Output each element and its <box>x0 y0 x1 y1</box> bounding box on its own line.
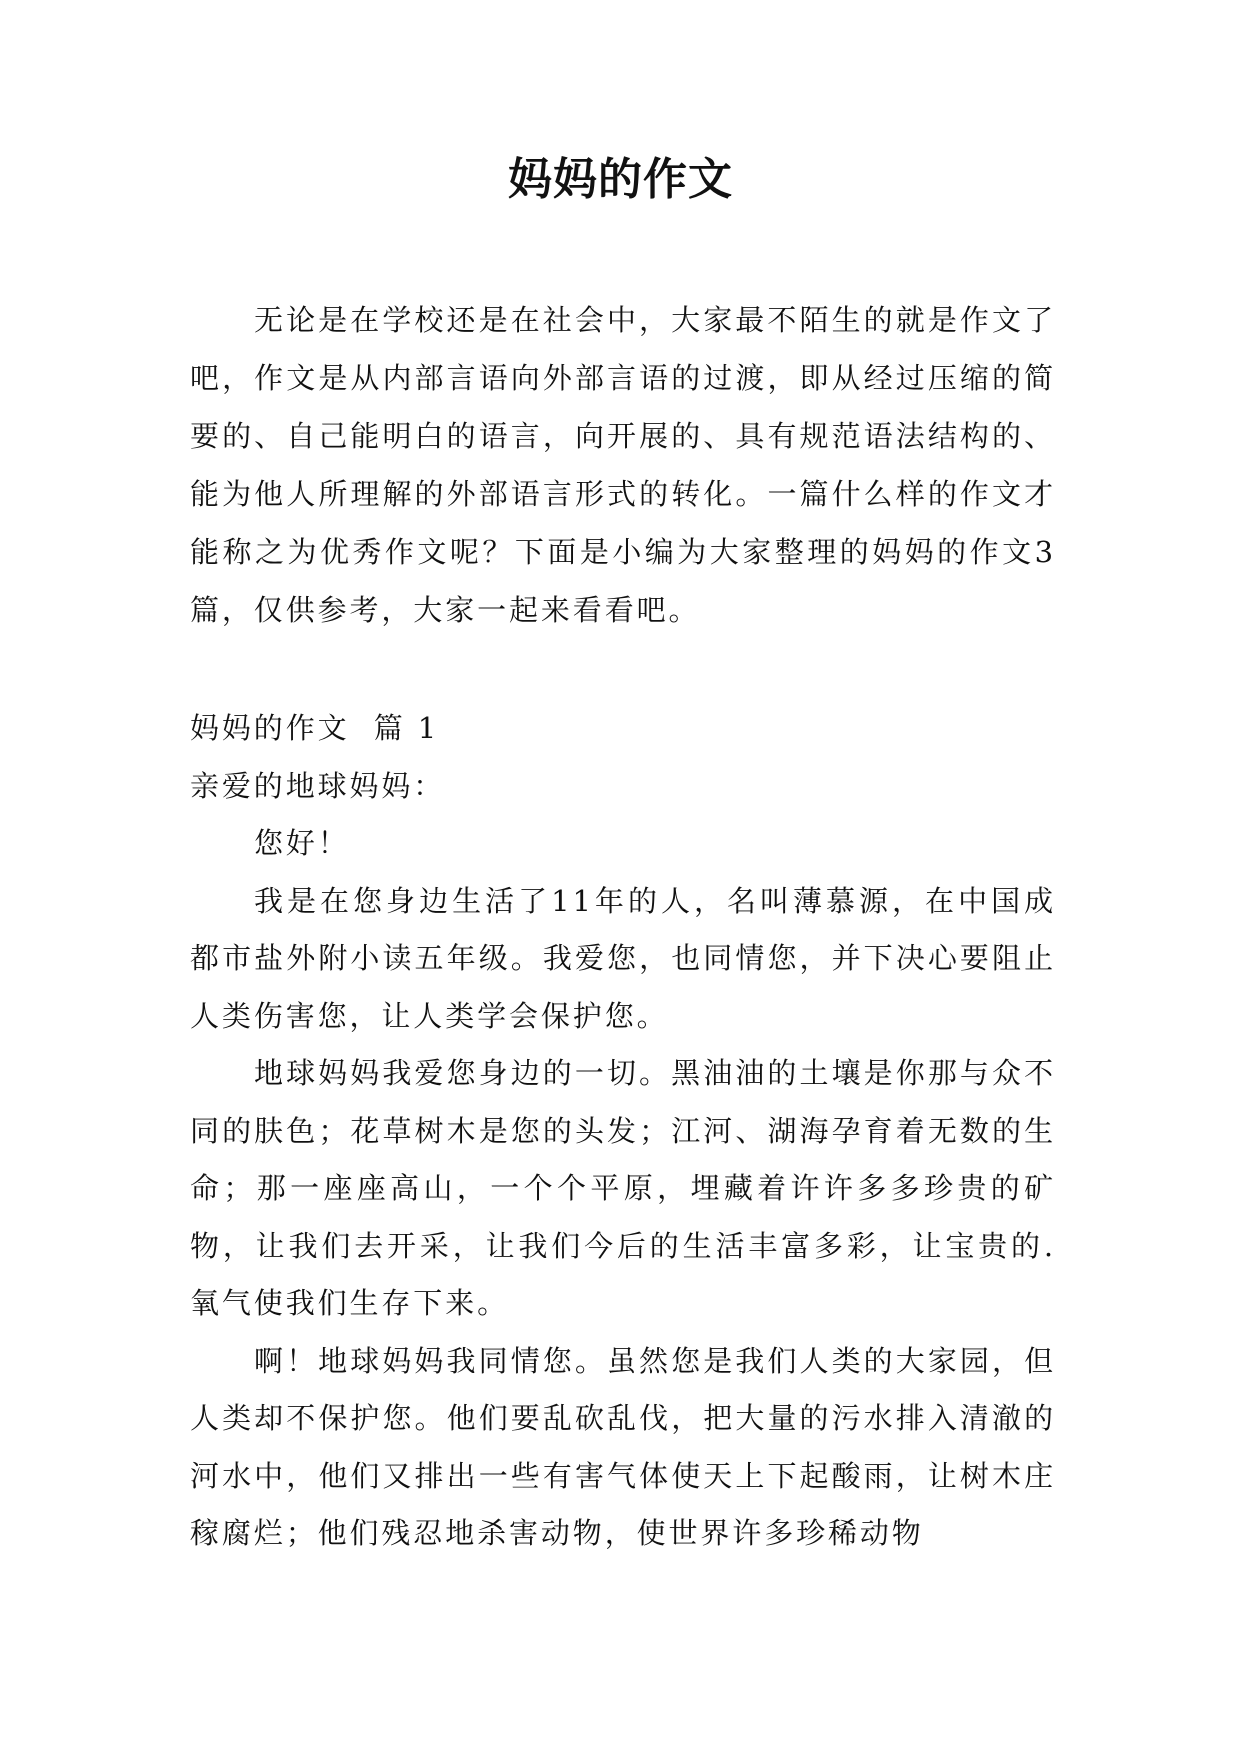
body-paragraph: 地球妈妈我爱您身边的一切。黑油油的土壤是你那与众不同的肤色；花草树木是您的头发；江河、湖海孕育着无数的生命；那一座座高山，一个个平原，埋藏着许许多多珍贵的矿物，让我们去开采，让我们今后的生活丰富多彩，让宝贵的.氧气使我们生存下来。 <box>190 1056 1056 1320</box>
greeting: 您好！ <box>254 826 350 860</box>
salutation: 亲爱的地球妈妈： <box>190 768 446 803</box>
intro-paragraph <box>190 291 1056 639</box>
article-body <box>190 700 1056 1563</box>
document-title: 妈妈的作文 <box>508 154 733 205</box>
body-paragraph: 啊！地球妈妈我同情您。虽然您是我们人类的大家园，但人类却不保护您。他们要乱砍乱伐，把大量的污水排入清澈的河水中，他们又排出一些有害气体使天上下起酸雨，让树木庄稼腐烂；他们残忍地杀害动物，使世界许多珍稀动物 <box>190 1343 1056 1550</box>
body-paragraph: 我是在您身边生活了11年的人，名叫薄慕源，在中国成都市盐外附小读五年级。我爱您，也同情您，并下决心要阻止人类伤害您，让人类学会保护您。 <box>190 883 1056 1033</box>
section-heading: 妈妈的作文 篇 1 <box>190 711 440 745</box>
intro-text: 无论是在学校还是在社会中，大家最不陌生的就是作文了吧，作文是从内部言语向外部言语的过渡，即从经过压缩的简要的、自己能明白的语言，向开展的、具有规范语法结构的、能为他人所理解的外部语言形式的转化。一篇什么样的作文才能称之为优秀作文呢？下面是小编为大家整理的妈妈的作文3篇，仅供参考，大家一起来看看吧。 <box>190 303 1056 627</box>
